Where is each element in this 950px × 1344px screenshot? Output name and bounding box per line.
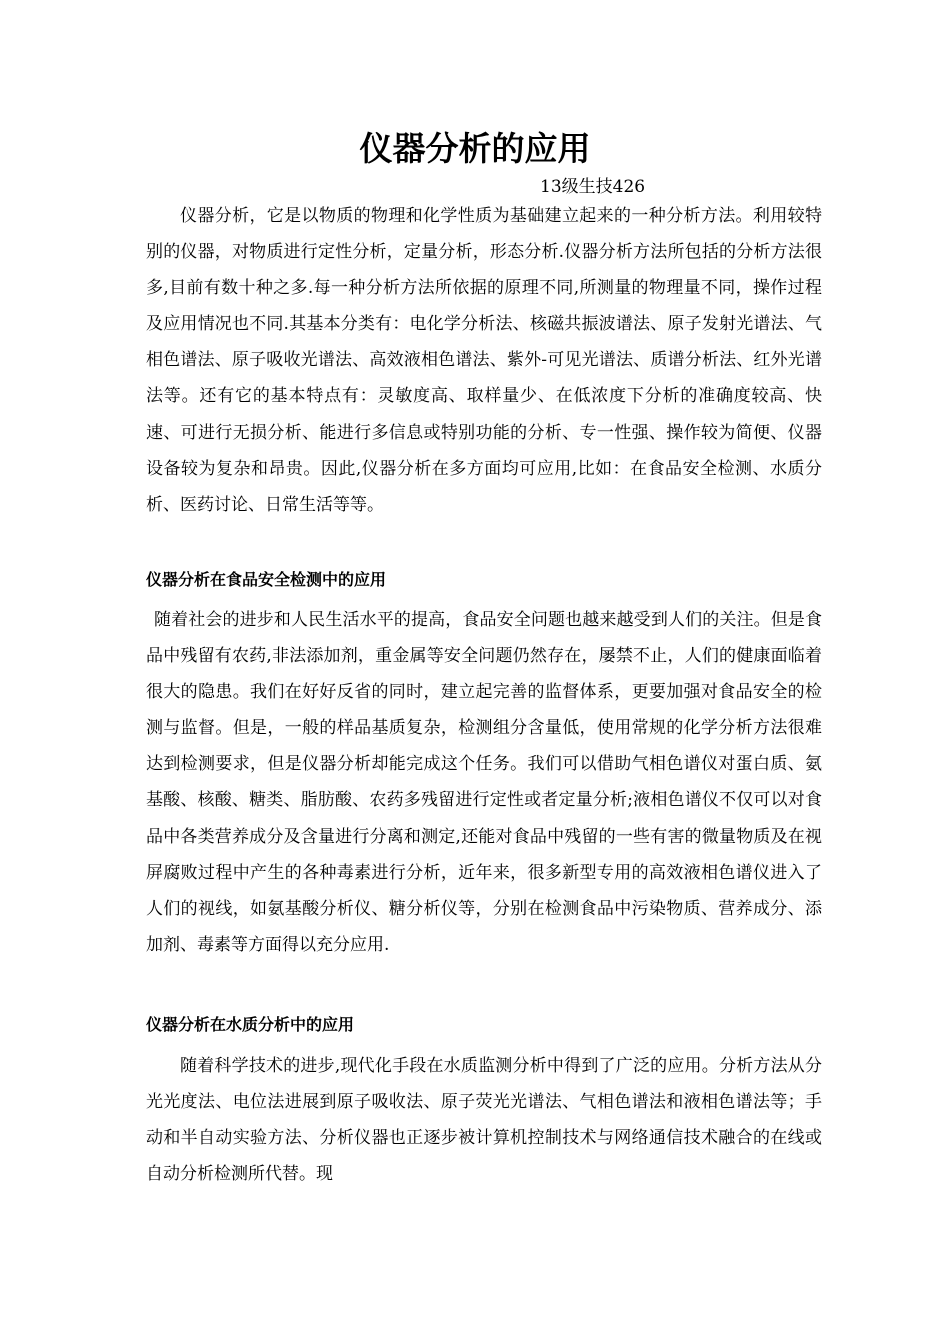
water-quality-paragraph: 随着科学技术的进步,现代化手段在水质监测分析中得到了广泛的应用。分析方法从分光光度法、电位法进展到原子吸收法、原子荧光光谱法、气相色谱法和液相色谱法等；手动和半自动实验方法、分析仪器也正逐步被计算机控制技术与网络通信技术融合的在线或自动分析检测所代替。现 — [146, 1056, 822, 1185]
intro-paragraph: 仪器分析，它是以物质的物理和化学性质为基础建立起来的一种分析方法。利用较特别的仪器，对物质进行定性分析，定量分析，形态分析.仪器分析方法所包括的分析方法很多,目前有数十种之多.每一种分析方法所依据的原理不同,所测量的物理量不同，操作过程及应用情况也不同.其基本分类有：电化学分析法、核磁共振波谱法、原子发射光谱法、气相色谱法、原子吸收光谱法、高效液相色谱法、紫外-可见光谱法、质谱分析法、红外光谱法等。还有它的基本特点有：灵敏度高、取样量少、在低浓度下分析的准确度较高、快速、可进行无损分析、能进行多信息或特别功能的分析、专一性强、操作较为简便、仪器设备较为复杂和昂贵。因此,仪器分析在多方面均可应用,比如：在食品安全检测、水质分析、医药讨论、日常生活等等。 — [146, 206, 822, 515]
food-safety-paragraph: 随着社会的进步和人民生活水平的提高，食品安全问题也越来越受到人们的关注。但是食品中残留有农药,非法添加剂，重金属等安全问题仍然存在，屡禁不止，人们的健康面临着很大的隐患。我们在好好反省的同时，建立起完善的监督体系，更要加强对食品安全的检测与监督。但是，一般的样品基质复杂，检测组分含量低，使用常规的化学分析方法很难达到检测要求，但是仪器分析却能完成这个任务。我们可以借助气相色谱仪对蛋白质、氨基酸、核酸、糖类、脂肪酸、农药多残留进行定性或者定量分析;液相色谱仪不仅可以对食品中各类营养成分及含量进行分离和测定,还能对食品中残留的一些有害的微量物质及在视屏腐败过程中产生的各种毒素进行分析，近年来，很多新型专用的高效液相色谱仪进入了人们的视线，如氨基酸分析仪、糖分析仪等，分别在检测食品中污染物质、营养成分、添加剂、毒素等方面得以充分应用. — [146, 610, 822, 955]
author-line: 13级生技426 — [540, 177, 646, 197]
section-heading-water-quality: 仪器分析在水质分析中的应用 — [146, 1015, 355, 1034]
document-title: 仪器分析的应用 — [359, 129, 591, 168]
section-heading-food-safety: 仪器分析在食品安全检测中的应用 — [146, 570, 387, 589]
